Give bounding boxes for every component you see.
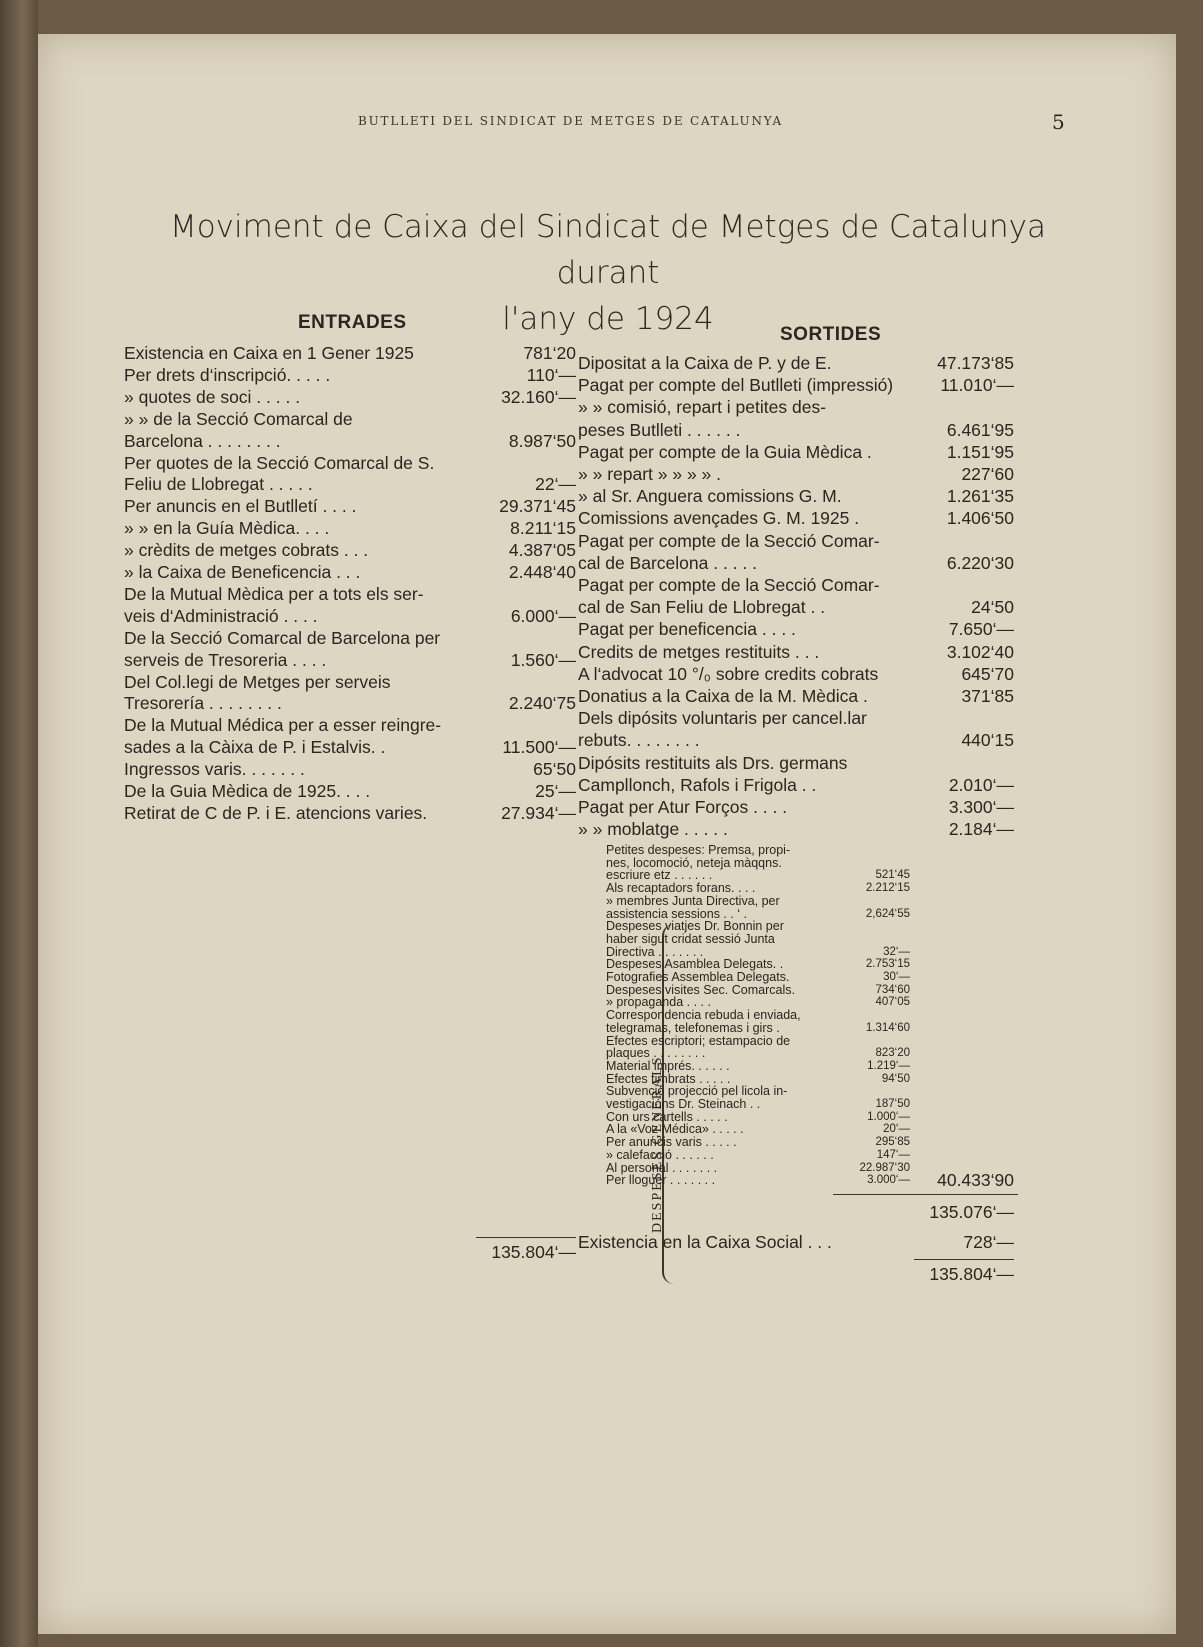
despesa-amount: 1.314‘60 — [865, 1021, 910, 1034]
despesa-label: Material imprés. . . . . . — [606, 1058, 730, 1073]
despesa-label: Fotografies Assemblea Delegats. — [606, 970, 790, 984]
row-amount: 29.371‘45 — [499, 496, 576, 517]
row-amount: 1.151‘95 — [946, 441, 1014, 462]
table-row — [124, 649, 576, 671]
row-label: Comissions avençades G. M. 1925 . — [578, 508, 860, 529]
row-amount: 25‘— — [535, 781, 576, 801]
row-label: sades a la Càixa de P. i Estalvis. . — [124, 737, 386, 758]
row-label: Donatius a la Caixa de la M. Mèdica . — [578, 686, 868, 706]
despesa-amount: 1.219‘— — [867, 1059, 910, 1072]
row-label: » » comisió, repart i petites des- — [578, 397, 827, 418]
table-row — [124, 342, 576, 364]
table-row — [578, 485, 1014, 507]
row-label: Pagat per compte del Butlleti (impressió) — [578, 375, 894, 396]
row-label: De la Mutual Médica per a esser reingre- — [124, 715, 442, 736]
row-label: » la Caixa de Beneficencia . . . — [124, 562, 361, 582]
row-amount: 32.160‘— — [501, 386, 576, 407]
row-label: Del Col.legi de Metges per serveis — [124, 671, 391, 692]
despesa-amount: 2,624‘55 — [865, 907, 910, 920]
despesa-label: » propaganda . . . . — [606, 995, 711, 1010]
despesa-label: Con urs cartells . . . . . — [606, 1109, 728, 1124]
row-label: Per drets d‘inscripció. . . . . — [124, 364, 331, 385]
table-row — [578, 685, 1014, 707]
row-label: Feliu de Llobregat . . . . . — [124, 474, 313, 495]
table-row — [578, 419, 1014, 441]
table-row — [124, 736, 576, 758]
row-label: Barcelona . . . . . . . . — [124, 430, 281, 451]
row-label: » crèdits de metges cobrats . . . — [124, 540, 369, 561]
row-amount: 6.220‘30 — [946, 552, 1014, 573]
sortides-total-rule — [914, 1259, 1014, 1260]
table-row — [124, 605, 576, 627]
despesa-label: Per lloguer . . . . . . . — [606, 1173, 716, 1188]
sortides-heading: SORTIDES — [780, 324, 882, 345]
row-amount: 2.448‘40 — [508, 562, 576, 582]
despesa-amount: 22.987‘30 — [859, 1161, 910, 1174]
despesa-amount: 521‘45 — [875, 869, 910, 882]
table-row — [124, 386, 576, 408]
table-row — [578, 618, 1014, 640]
row-label: serveis de Tresoreria . . . . — [124, 649, 327, 670]
row-amount: 2.184‘— — [948, 819, 1014, 840]
despesa-amount: 734‘60 — [875, 983, 910, 996]
row-label: Dipositat a la Caixa de P. y de E. — [578, 353, 832, 373]
row-label: veis d‘Administració . . . . — [124, 605, 318, 626]
despesa-label: Correspondencia rebuda i enviada, — [606, 1008, 801, 1023]
page-number: 5 — [1052, 110, 1065, 134]
despesa-amount: 3.000‘— — [867, 1174, 910, 1187]
row-label: Tresorería . . . . . . . . — [124, 693, 282, 714]
despesa-amount: 20‘— — [883, 1123, 910, 1136]
despeses-generals-label: DESPESES GENERALS — [650, 1055, 665, 1233]
table-row — [578, 552, 1014, 574]
table-row — [578, 707, 1014, 729]
despesa-amount: 94‘50 — [881, 1072, 910, 1085]
table-row — [578, 641, 1014, 663]
row-amount: 440‘15 — [961, 730, 1014, 751]
row-amount: 2.010‘— — [948, 774, 1014, 795]
despesa-label: telegramas, telefonemas i girs . — [606, 1020, 780, 1035]
table-row — [124, 627, 576, 649]
row-label: Existencia en Caixa en 1 Gener 1925 — [124, 343, 414, 363]
row-label: » » moblatge . . . . . — [578, 819, 728, 840]
table-row — [578, 352, 1014, 374]
row-label: De la Mutual Mèdica per a tots els ser- — [124, 583, 424, 604]
despesa-label: Despeses viatjes Dr. Bonnin per — [606, 919, 784, 934]
row-label: Pagat per beneficencia . . . . — [578, 619, 796, 640]
row-label: cal de San Feliu de Llobregat . . — [578, 597, 826, 618]
table-row — [124, 517, 576, 539]
table-row — [124, 583, 576, 605]
despesa-amount: 295‘85 — [875, 1136, 910, 1149]
row-amount: 1.406‘50 — [946, 508, 1014, 529]
row-label: Per anuncis en el Butlletí . . . . — [124, 496, 357, 517]
despesa-label: Als recaptadors forans. . . . — [606, 881, 756, 896]
table-row — [124, 758, 576, 780]
despesa-label: Despeses Asamblea Delegats. . — [606, 957, 784, 972]
row-amount: 22‘— — [535, 474, 576, 495]
despesa-amount: 407‘05 — [875, 996, 910, 1009]
despesa-amount: 147‘— — [876, 1148, 910, 1161]
row-label: cal de Barcelona . . . . . — [578, 552, 757, 573]
table-row — [124, 364, 576, 386]
book-binding — [0, 0, 38, 1647]
despesa-label: plaques . . . . . . . . — [606, 1046, 706, 1061]
row-amount: 645‘70 — [961, 663, 1014, 684]
despesa-label: A la «Voz Médica» . . . . . — [606, 1122, 744, 1137]
row-label: Pagat per compte de la Secció Comar- — [578, 530, 880, 551]
row-amount: 2.240‘75 — [508, 693, 576, 714]
row-amount: 11.010‘— — [940, 375, 1014, 396]
row-label: peses Butlleti . . . . . . — [578, 419, 741, 440]
despesa-label: » calefacció . . . . . . — [606, 1147, 714, 1162]
row-amount: 4.387‘05 — [508, 540, 576, 561]
despesa-label: Al personal . . . . . . . — [606, 1160, 718, 1175]
table-row — [578, 729, 1014, 751]
row-amount: 3.102‘40 — [946, 641, 1014, 662]
row-amount: 8.987‘50 — [508, 430, 576, 451]
row-amount: 1.261‘35 — [946, 486, 1014, 507]
row-amount: 3.300‘— — [948, 797, 1014, 817]
row-label: Pagat per compte de la Guia Mèdica . — [578, 441, 872, 462]
despesa-amount: 32‘— — [883, 945, 910, 958]
table-row — [578, 818, 1014, 840]
table-row — [124, 495, 576, 517]
despesa-label: Despeses visites Sec. Comarcals. — [606, 982, 795, 997]
row-label: Retirat de C de P. i E. atencions varies. — [124, 802, 428, 823]
running-head: BUTLLETI DEL SINDICAT DE METGES DE CATALUNYA — [358, 114, 783, 128]
row-label: Campllonch, Rafols i Frigola . . — [578, 774, 817, 795]
row-label: » quotes de soci . . . . . — [124, 386, 301, 407]
table-row — [124, 780, 576, 802]
row-amount: 6.000‘— — [510, 605, 576, 626]
table-row — [578, 663, 1014, 685]
table-row — [124, 561, 576, 583]
table-row — [578, 752, 1014, 774]
despesa-amount: 2.753‘15 — [865, 958, 910, 971]
despesa-label: Efectes timbrats . . . . . — [606, 1071, 731, 1086]
row-amount: 47.173‘85 — [937, 353, 1014, 373]
despesa-amount: 823‘20 — [875, 1047, 910, 1060]
despesa-label: Efectes escriptori; estampacio de — [606, 1033, 791, 1048]
row-amount: 8.211‘15 — [510, 518, 576, 539]
title-line-2: l'any de 1924 — [502, 301, 714, 337]
despesa-amount: 30‘— — [883, 971, 910, 983]
row-label: Dels dipósits voluntaris per cancel.lar — [578, 708, 867, 729]
table-row — [578, 396, 1014, 418]
entrades-total-rule — [476, 1237, 576, 1238]
row-label: » » en la Guía Mèdica. . . . — [124, 518, 330, 539]
row-label: » » de la Secció Comarcal de — [124, 408, 353, 429]
table-row — [578, 796, 1014, 818]
table-row — [578, 774, 1014, 796]
despesa-amount: 187‘50 — [875, 1098, 910, 1110]
despesa-label: haber sigut cridat sessió Junta — [606, 931, 775, 946]
table-row — [124, 408, 576, 430]
row-amount: 65‘50 — [533, 759, 576, 780]
title-line-1: Moviment de Caixa del Sindicat de Metges de Catalunya durant — [169, 209, 1047, 291]
row-amount: 6.461‘95 — [946, 419, 1014, 440]
row-amount: 371‘85 — [961, 686, 1014, 706]
table-row — [578, 441, 1014, 463]
row-label: De la Secció Comarcal de Barcelona per — [124, 627, 441, 648]
row-label: » al Sr. Anguera comissions G. M. — [578, 486, 842, 507]
table-row — [124, 473, 576, 495]
table-row — [578, 574, 1014, 596]
row-label: De la Guia Mèdica de 1925. . . . — [124, 781, 371, 801]
table-row — [578, 463, 1014, 485]
table-row — [124, 430, 576, 452]
row-label: » » repart » » » » . — [578, 464, 722, 484]
despesa-label: escriure etz . . . . . . — [606, 868, 713, 883]
row-amount: 1.560‘— — [510, 649, 576, 670]
row-amount: 781‘20 — [523, 343, 576, 363]
row-amount: 7.650‘— — [948, 619, 1014, 640]
table-row — [124, 671, 576, 693]
table-row — [578, 374, 1014, 396]
row-label: Pagat per Atur Forços . . . . — [578, 797, 788, 817]
row-amount: 27.934‘— — [501, 802, 576, 823]
row-label: A l‘advocat 10 °/₀ sobre credits cobrats — [578, 663, 879, 684]
row-label: Per quotes de la Secció Comarcal de S. — [124, 452, 435, 473]
despesa-label: nes, locomoció, neteja màqqns. — [606, 855, 782, 870]
table-row — [578, 507, 1014, 529]
table-row — [124, 802, 576, 824]
despesa-label: assistencia sessions . . ‘ . — [606, 906, 748, 921]
despesa-label: Subvenció projecció pel licola in- — [606, 1084, 788, 1099]
table-row — [124, 539, 576, 561]
row-amount: 227‘60 — [961, 464, 1014, 484]
table-row — [578, 596, 1014, 618]
despesa-label: Directiva . . . . . . . — [606, 944, 704, 959]
despesa-label: Per anuncis varis . . . . . — [606, 1135, 737, 1150]
table-row — [124, 452, 576, 474]
table-row — [124, 692, 576, 714]
row-label: rebuts. . . . . . . . — [578, 730, 700, 751]
despesa-amount: 1.000‘— — [867, 1110, 910, 1123]
despesa-label: Petites despeses: Premsa, propi- — [606, 843, 791, 857]
page-title — [128, 204, 1088, 342]
entrades-heading: ENTRADES — [298, 312, 407, 333]
despesa-label: vestigacións Dr. Steinach . . — [606, 1097, 761, 1111]
row-amount: 110‘— — [526, 364, 576, 385]
document-page: BUTLLETI DEL SINDICAT DE METGES DE CATALUNYA 5 Moviment de Caixa del Sindicat de Metges de Catalunya durant l'any de 1924 ENTRADES SORTIDES Existencia en Caixa en 1 Gener 1925 781‘20 Per drets d‘inscripció. . . . . 110‘— » quotes de soci . . . . . 32.160‘— » » de la Secció Comarcal de Barcelona . . . . . . . . 8.987‘50 Per quotes de la Secció Comarcal de S. Feliu de Llobregat . . . . . 22‘— Per anuncis en el Butlletí . . . . 29.371‘45 » » en la Guía Mèdica. . . . 8.211‘15 » crèdits de metges cobrats . . . 4.387‘05 » la Caixa de Beneficencia . . . 2.448‘40 De la Mutual Mèdica per a tots els ser- veis d‘Administració . . . . 6.000‘— De la Secció Comarcal de Barcelona per serveis de Tresoreria . . . . 1.560‘— Del Col.legi de Metges per serveis Tresorería . . . . . . . . 2.240‘75 De la Mutual Médica per a esser reingre- sades a la Càixa de P. i Estalvis. . 11.500‘— Ingressos varis. . . . . . . 65‘50 De la Guia Mèdica de 1925. . . . 25‘— Retirat de C de P. i E. atencions varies. 27.934‘— Dipositat a la Caixa de P. y de E. 47.173‘85 Pagat per compte del Butlleti (impressió) 11.010‘— » » comisió, repart i petites des- peses Butlleti . . . . . . 6.461‘95 Pagat per compte de la Guia Mèdica . 1.151‘95 » » repart » » » » . 227‘60 » al Sr. Anguera comissions G. M. 1.261‘35 Comissions avençades G. M. 1925 . 1.406‘50 Pagat per compte de la Secció Comar- cal de Barcelona . . . . . 6.220‘30 Pagat per compte de la Secció Comar- cal de San Feliu de Llobregat . . 24‘50 Pagat per beneficencia . . . . 7.650‘— Credits de metges restituits . . . 3.102‘40 A l‘advocat 10 °/₀ sobre credits cobrats 645‘70 Donatius a la Caixa de la M. Mèdica . 371‘85 Dels dipósits voluntaris per cancel.lar rebuts. . . . . . . . 440‘15 Dipósits restituits als Drs. germans Campllonch, Rafols i Frigola . . 2.010‘— Pagat per Atur Forços . . . . 3.300‘— » » moblatge . . . . . 2.184‘— 135.804‘— DESPESES GENERALS Petites despeses: Premsa, propi- nes, locomoció, neteja màqqns. escriure etz . . . . . . 521‘45 Als recaptadors forans. . . . 2.212‘15 » membres Junta Directiva, per assistencia sessions . . ‘ . 2,624‘55 Despeses viatjes Dr. Bonnin per haber sigut cridat sessió Junta Directiva . . . . . . . 32‘— Despeses Asamblea Delegats. . 2.753‘15 Fotografies Assemblea Delegats. 30‘— Despeses visites Sec. Comarcals. 734‘60 » propaganda . . . . 407‘05 Correspondencia rebuda i enviada, telegramas, telefonemas i girs . 1.314‘60 Efectes escriptori; estampacio de plaques . . . . . . . . 823‘20 Material imprés. . . . . . 1.219‘— Efectes timbrats . . . . . 94‘50 Subvenció projecció pel licola in- vestigacións Dr. Steinach . . 187‘50 Con urs cartells . . . . . 1.000‘— A la «Voz Médica» . . . . . 20‘— Per anuncis varis . . . . . 295‘85 » calefacció . . . . . . 147‘— Al personal . . . . . . . 22.987‘30 Per lloguer . . . . . . . 3.000‘— 40.433‘90 135.076‘— Existencia en la Caixa Social . . . 728‘— 135.804‘— — [38, 34, 1176, 1634]
row-amount: 11.500‘— — [502, 737, 576, 758]
row-label: Dipósits restituits als Drs. germans — [578, 752, 848, 773]
row-label: Pagat per compte de la Secció Comar- — [578, 575, 880, 595]
despeses-subtotal-rule — [833, 1194, 1018, 1195]
table-row — [124, 714, 576, 736]
row-label: Ingressos varis. . . . . . . — [124, 759, 305, 780]
row-amount: 24‘50 — [971, 597, 1014, 618]
row-label: Credits de metges restituits . . . — [578, 641, 820, 662]
table-row — [578, 530, 1014, 552]
despesa-amount: 2.212‘15 — [865, 882, 910, 895]
despesa-label: » membres Junta Directiva, per — [606, 893, 780, 908]
